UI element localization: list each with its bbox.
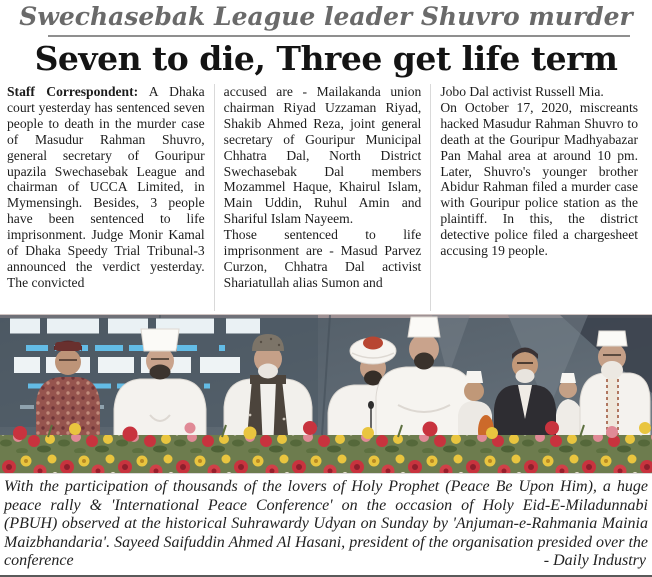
column-3 bbox=[430, 84, 647, 311]
main-headline: Seven to die, Three get life term bbox=[34, 39, 618, 78]
byline-label: Staff Correspondent: bbox=[7, 84, 139, 99]
body-text: A Dhaka court yesterday has sentenced seven people to death in the murder case of Masudur Rahman Shuvro, general secretary of Gouripur upazila Swechasebak League and chairman of UCCA Limited, in Mymensingh. Besides, 3 people have been sentenced to life imprisonment. Judge Monir Kamal of Dhaka Speedy Trial Tribunal-3 announced the verdict yesterday. The convicted bbox=[7, 84, 205, 290]
column-1 bbox=[5, 84, 214, 311]
paragraph: Those sentenced to life imprisonment are - Masud Parvez Curzon, Chhatra Dal activist Shariatullah alias Sumon and bbox=[223, 227, 422, 290]
conference-photo-illustration bbox=[0, 315, 652, 473]
kicker-rule bbox=[48, 35, 630, 37]
news-photo bbox=[0, 314, 652, 474]
paragraph: On October 17, 2020, miscreants hacked Masudur Rahman Shuvro to death at the Gouripur Madhyabazar Pan Mahal area at around 10 pm. Later, Shuvro's younger brother Abidur Rahman filed a murder case with Gouripur police station as the plaintiff. In this, the district detective police filed a chargesheet accusing 19 people. bbox=[440, 99, 639, 259]
kicker-headline: Swechasebak League leader Shuvro murder bbox=[19, 2, 633, 31]
column-2 bbox=[214, 84, 431, 311]
photo-caption bbox=[4, 478, 648, 572]
caption-credit: - Daily Industry bbox=[543, 552, 646, 570]
paragraph bbox=[7, 84, 205, 291]
paragraph: Jobo Dal activist Russell Mia. bbox=[440, 84, 604, 99]
caption-text: With the participation of thousands of the lovers of Holy Prophet (Peace Be Upon Him), a huge peace rally & 'International Peace Conference' on the occasion of Holy Eid-E-Miladunnabi (PBUH) observed at the historical Suhrawardy Udyan on Sunday by 'Anjuman-e-Rahmania Mainia Maizbhandaria'. Sayeed Saifuddin Ahmed Al Hasani, president of the organisation presided over the conference bbox=[4, 478, 648, 570]
article-body bbox=[0, 84, 652, 311]
paragraph: accused are - Mailakanda union chairman Riyad Uzzaman Riyad, Shakib Ahmed Reza, joint general secretary of Gouripur Municipal Chhatra Dal, North District Swechasebak Dal members Mozammel Haque, Khairul Islam, Main Uddin, Ruhul Amin and Shariful Islam Nayeem. bbox=[223, 84, 422, 227]
